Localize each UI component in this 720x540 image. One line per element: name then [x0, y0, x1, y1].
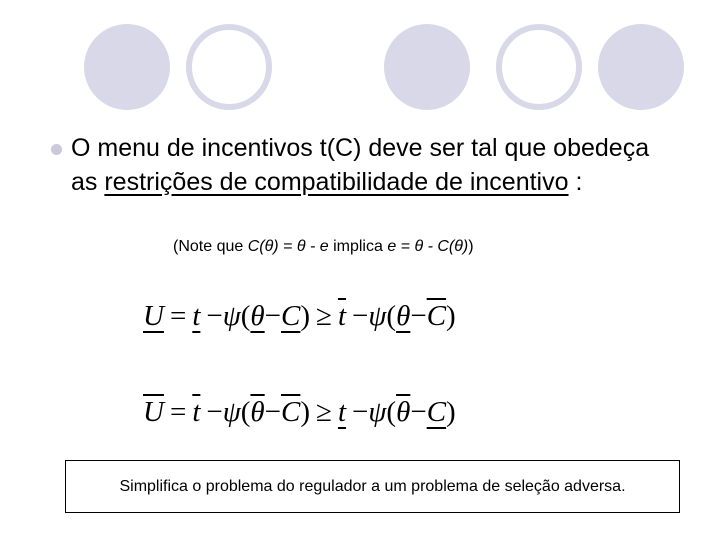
- decor-circle-5: [598, 24, 684, 110]
- note-part-5: ): [468, 238, 474, 255]
- conclusion-box: [65, 460, 680, 513]
- decor-circle-3: [384, 24, 470, 110]
- bullet-marker: [51, 144, 62, 155]
- eq2-rparen-1: ): [300, 396, 311, 428]
- eq1-U: U: [143, 300, 164, 332]
- eq2-equals: =: [169, 396, 187, 428]
- note-part-4: e = θ - C(θ): [387, 238, 469, 255]
- eq1-minus-3: −: [352, 300, 369, 332]
- eq1-minus-1: −: [206, 300, 223, 332]
- bullet-text-end: :: [568, 168, 583, 196]
- eq2-minus-3: −: [352, 396, 369, 428]
- bullet-text-start: O menu de incentivos t(C) deve ser tal que obedeça as: [71, 134, 650, 196]
- eq1-rparen-1: ): [300, 300, 311, 332]
- note-part-3: implica: [328, 238, 388, 255]
- eq1-psi-2: ψ: [368, 300, 387, 332]
- eq2-U: $\overline{U}$: [143, 396, 164, 428]
- eq1-minus-2: −: [264, 300, 282, 332]
- note-text: [173, 238, 474, 256]
- eq2-psi-1: ψ: [222, 396, 241, 428]
- eq2-minus-1: −: [206, 396, 223, 428]
- eq1-psi-1: ψ: [222, 300, 241, 332]
- eq2-t-upper: $\overline{t}$: [192, 396, 201, 428]
- eq2-minus-4: −: [410, 396, 427, 428]
- eq1-geq: ≥: [316, 300, 332, 332]
- note-part-2: C(θ) = θ - e: [247, 238, 329, 255]
- eq2-theta-upper-2: $\overline{\theta}$: [396, 396, 411, 428]
- eq1-t-lower: t: [192, 300, 201, 332]
- eq1-C-upper: $\overline{C}$: [426, 300, 447, 332]
- eq2-C-lower: C: [426, 396, 447, 428]
- eq1-lparen-2: (: [386, 300, 397, 332]
- note-part-1: (Note que: [173, 238, 248, 255]
- eq1-theta-lower-2: θ: [396, 300, 411, 332]
- eq2-minus-2: −: [264, 396, 282, 428]
- eq1-rparen-2: ): [446, 300, 456, 332]
- eq2-psi-2: ψ: [368, 396, 387, 428]
- bullet-text-underlined: restrições de compatibilidade de incentivo: [104, 168, 569, 196]
- bullet-text: [71, 131, 671, 199]
- eq1-theta-lower-1: θ: [250, 300, 265, 332]
- eq1-t-upper: $\overline{t}$: [337, 300, 347, 332]
- eq2-geq: ≥: [316, 396, 332, 428]
- decor-circle-2: [186, 24, 272, 110]
- eq2-C-upper: $\overline{C}$: [281, 396, 301, 428]
- decor-circle-4: [496, 24, 582, 110]
- eq1-lparen-1: (: [240, 300, 251, 332]
- eq1-minus-4: −: [410, 300, 427, 332]
- decor-circle-1: [84, 24, 170, 110]
- eq2-rparen-2: ): [446, 396, 456, 428]
- eq2-theta-upper-1: $\overline{\theta}$: [250, 396, 265, 428]
- eq1-C-lower: C: [281, 300, 301, 332]
- equation-1: [143, 300, 456, 333]
- conclusion-text: Simplifica o problema do regulador a um problema de seleção adversa.: [119, 477, 626, 495]
- equation-2: [143, 396, 456, 429]
- eq2-lparen-2: (: [386, 396, 397, 428]
- eq2-t-lower: t: [337, 396, 347, 428]
- eq1-equals: =: [169, 300, 187, 332]
- eq2-lparen-1: (: [240, 396, 251, 428]
